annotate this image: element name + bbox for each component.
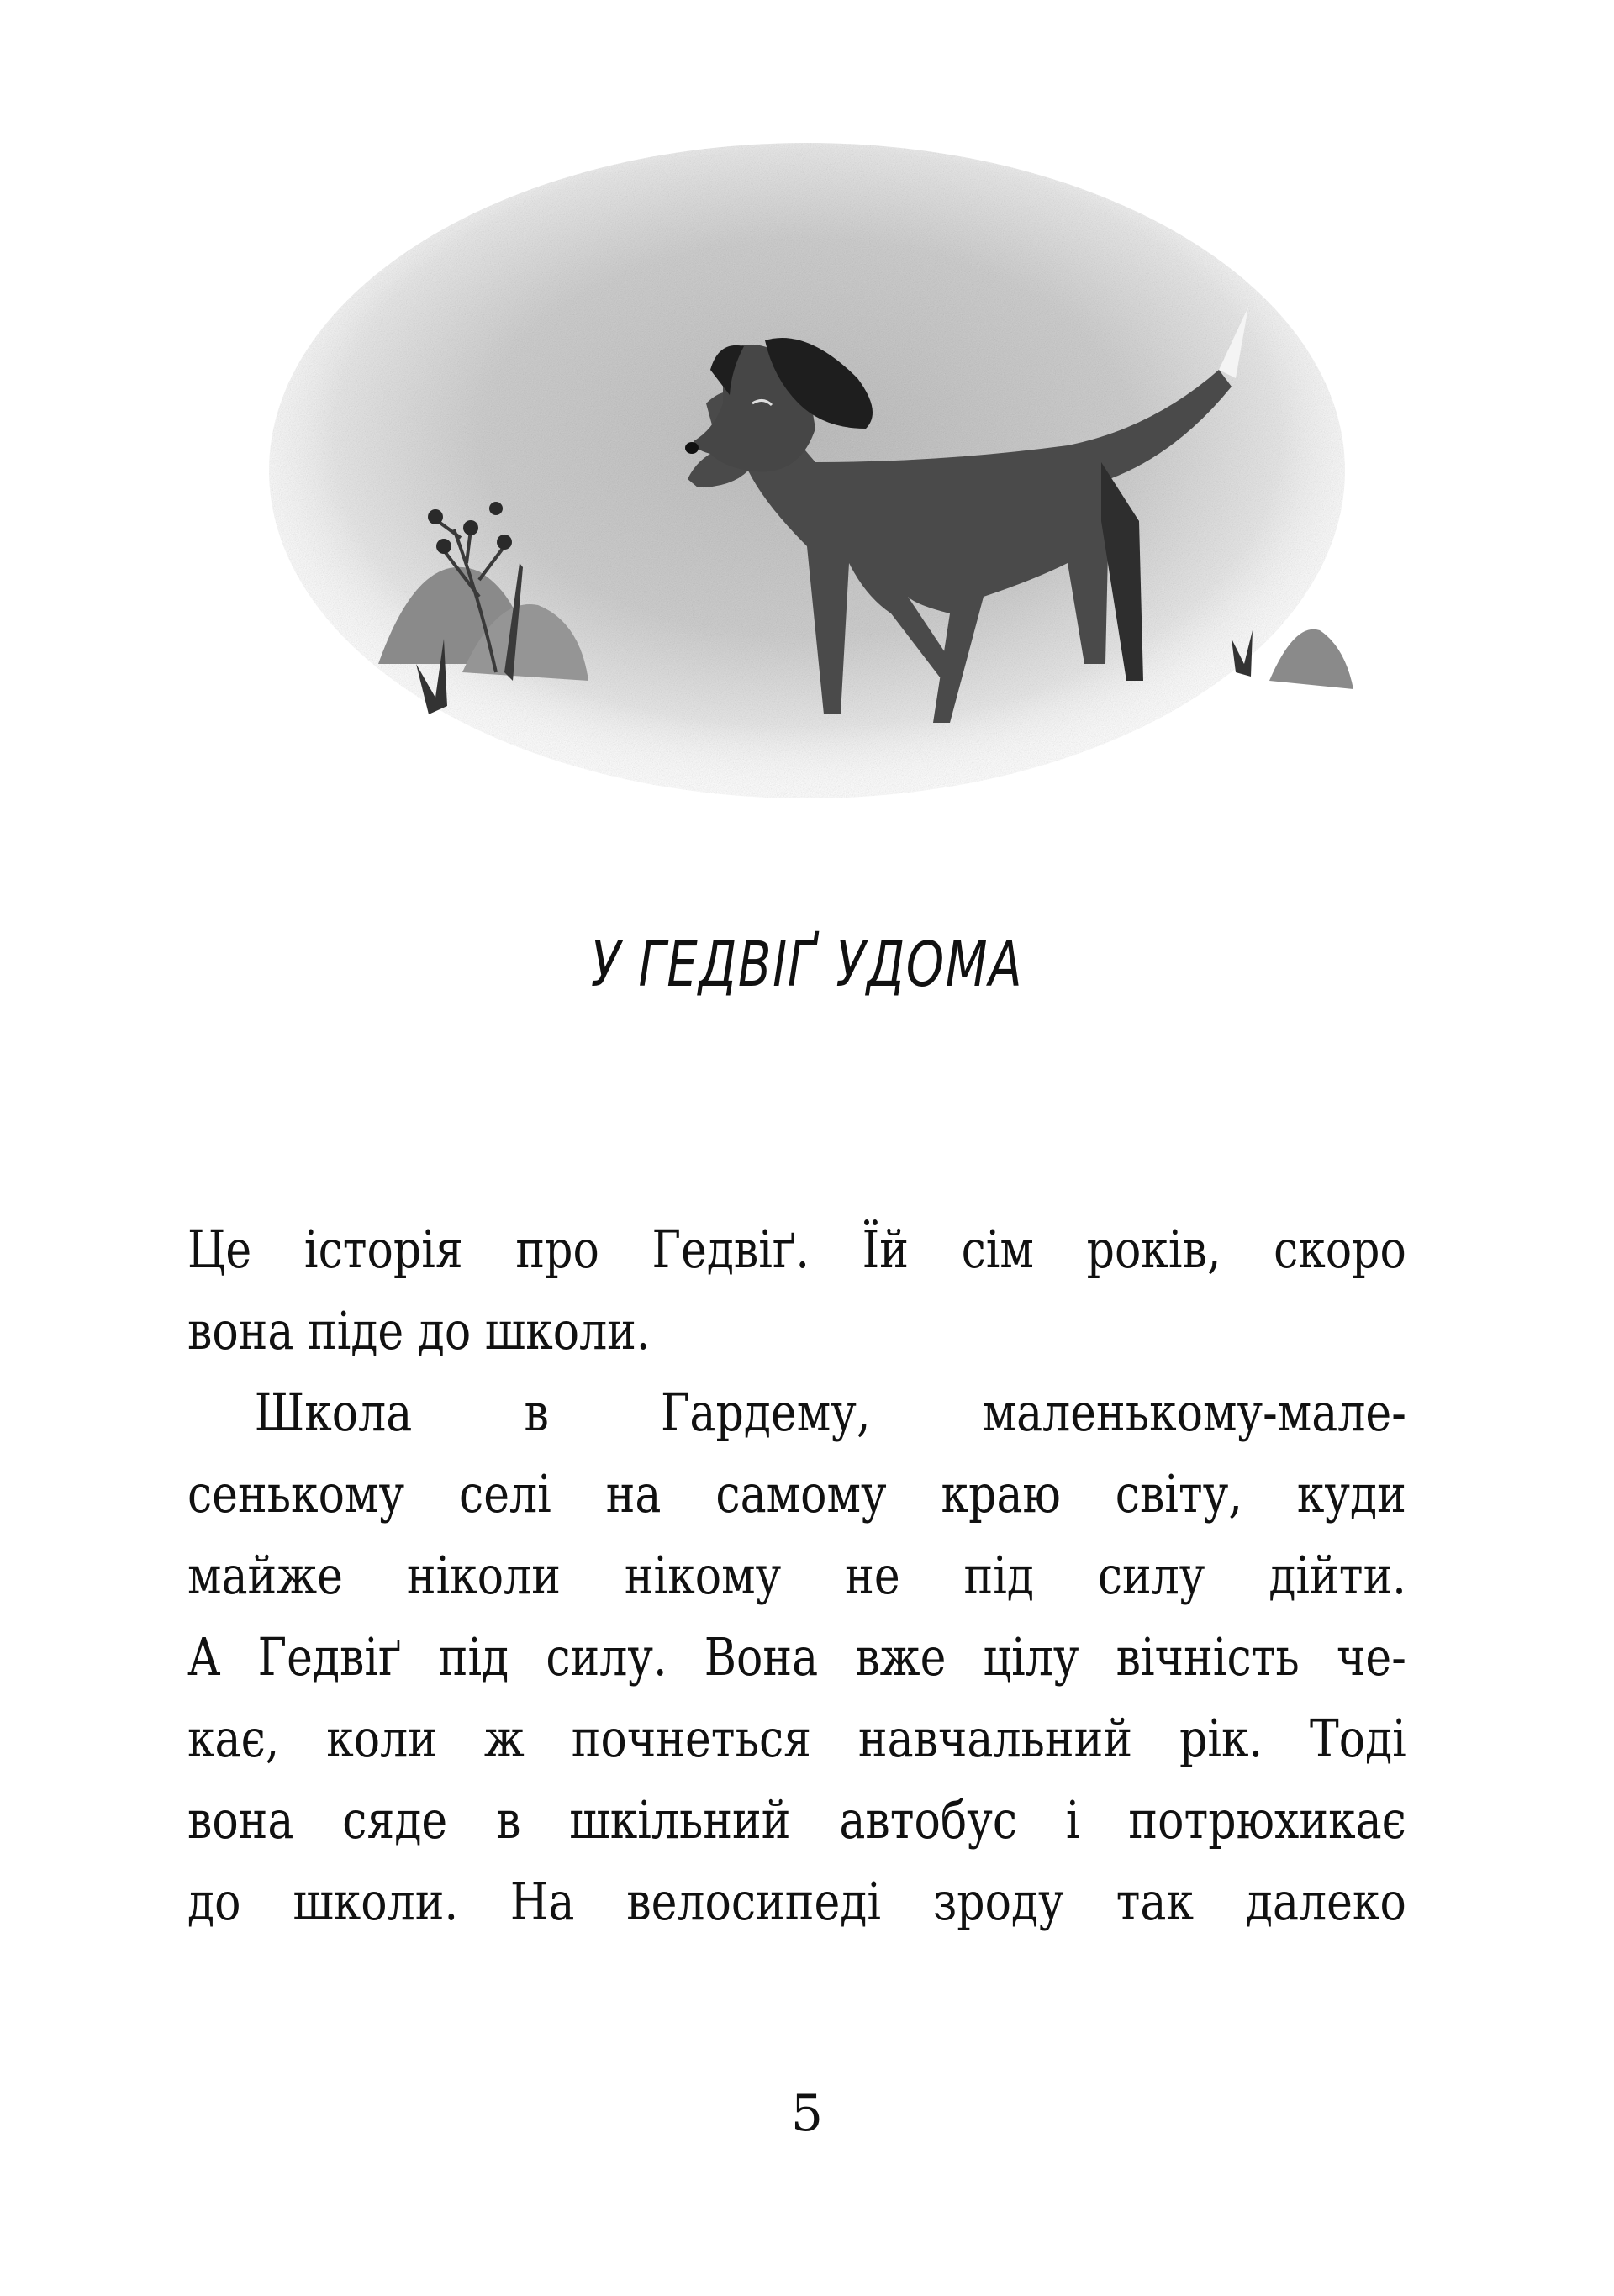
page-number: 5 (790, 2084, 824, 2143)
text-line: кає, коли ж почнеться навчальний рік. Тоді (187, 1708, 1406, 1769)
text-line: майже ніколи нікому не під силу дійти. (187, 1545, 1406, 1606)
body-text (187, 1209, 1406, 1942)
text-line: сенькому селі на самому краю світу, куди (187, 1463, 1406, 1525)
text-line: вона сяде в шкільний автобус і потрюхикає (187, 1789, 1406, 1851)
text-line: Це історія про Гедвіґ. Їй сім років, скоро (187, 1219, 1406, 1280)
text-line: А Гедвіґ під силу. Вона вже цілу вічність че- (187, 1626, 1406, 1688)
dog-illustration (227, 126, 1387, 866)
text-line: до школи. На велосипеді зроду так далеко (187, 1871, 1406, 1932)
text-line: вона піде до школи. (187, 1300, 651, 1361)
dog-icon (227, 126, 1387, 866)
text-line: Школа в Гардему, маленькому-мале- (254, 1382, 1406, 1443)
chapter-title: У ГЕДВІҐ УДОМА (590, 929, 1024, 1001)
